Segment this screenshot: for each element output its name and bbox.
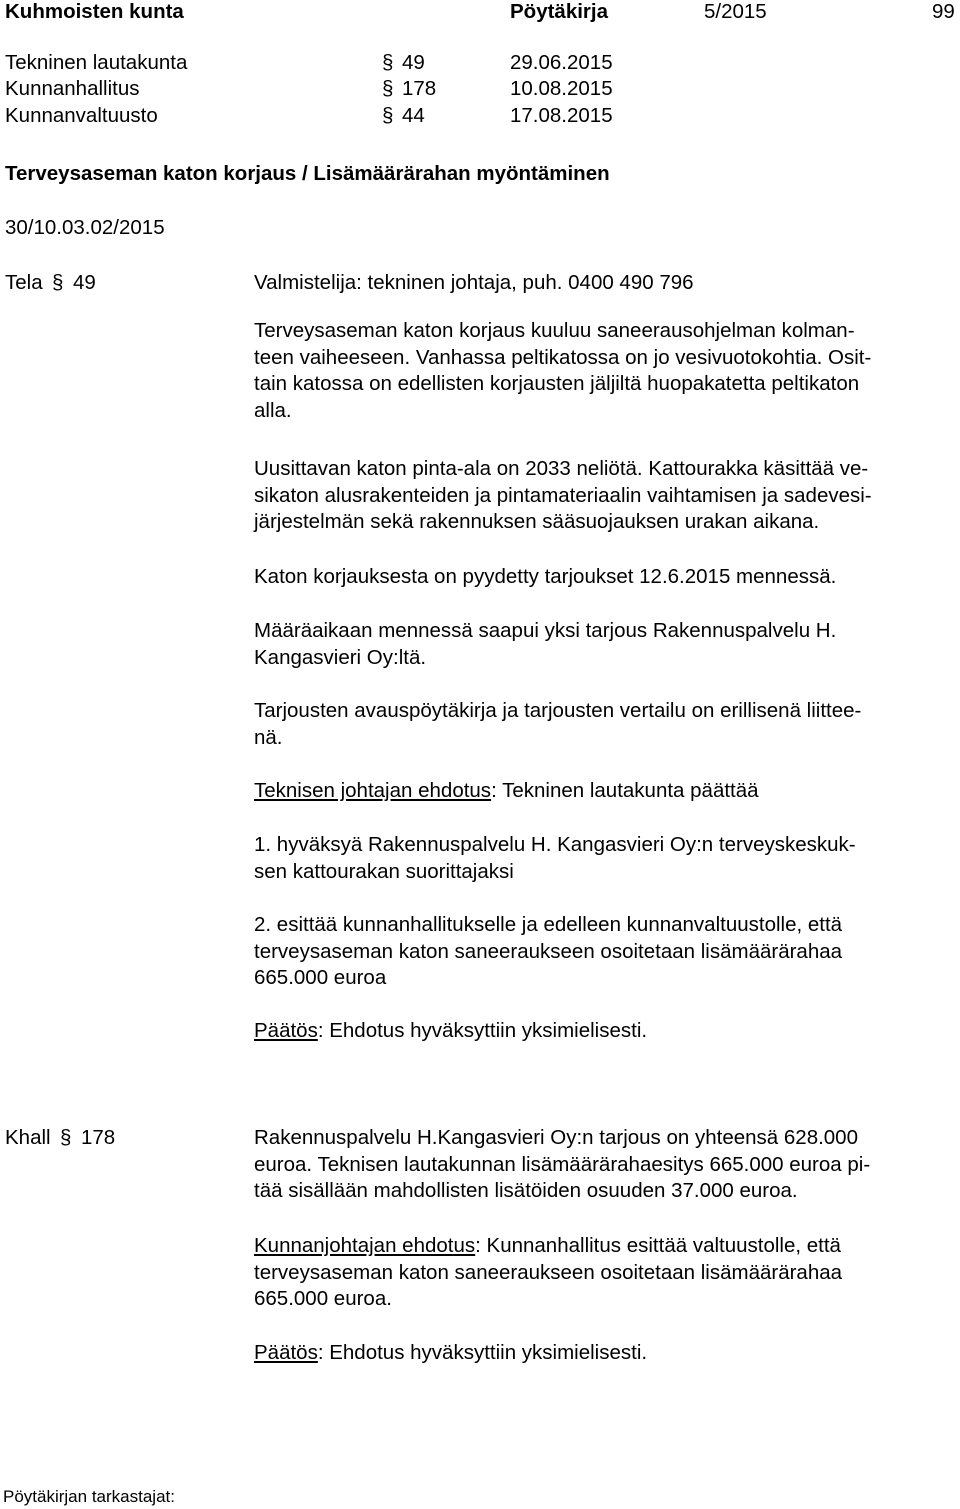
- proposal-item: [254, 912, 954, 992]
- subject-title: Terveysaseman katon korjaus / Lisämäärärahan myöntäminen: [5, 162, 610, 185]
- tela-decision: [254, 1018, 647, 1044]
- decision-label: Päätös: [254, 1019, 318, 1042]
- tela-label: Tela: [5, 271, 43, 294]
- text-line: 1. hyväksyä Rakennuspalvelu H. Kangasvieri Oy:n terveyskeskuk-: [254, 833, 856, 856]
- body-date: 29.06.2015: [510, 51, 613, 74]
- text-line: tää sisällään mahdollisten lisätöiden osuuden 37.000 euroa.: [254, 1179, 798, 1202]
- khall-label: Khall: [5, 1126, 51, 1149]
- text-line: Terveysaseman katon korjaus kuuluu saneerausohjelman kolman-: [254, 319, 855, 342]
- body-date: 10.08.2015: [510, 77, 613, 100]
- body-name: Kunnanvaltuusto: [5, 104, 158, 127]
- text-line: sikaton alusrakenteiden ja pintamateriaalin vaihtamisen ja sadevesi-: [254, 483, 872, 507]
- proposal-text: : Tekninen lautakunta päättää: [491, 779, 759, 802]
- tela-paragraph: [254, 456, 954, 536]
- footer-reviewers-label: Pöytäkirjan tarkastajat:: [3, 1487, 175, 1506]
- tela-paragraph: [254, 564, 954, 591]
- text-line: Kangasvieri Oy:ltä.: [254, 645, 427, 669]
- text-line: 665.000 euroa.: [254, 1287, 392, 1310]
- body-section: 178: [402, 77, 437, 100]
- section-icon: §: [60, 1126, 72, 1149]
- text-line: euroa. Teknisen lautakunnan lisämäärärahaesitys 665.000 euroa pi-: [254, 1152, 871, 1176]
- text-line: Katon korjauksesta on pyydetty tarjoukset 12.6.2015 mennessä.: [254, 565, 837, 588]
- khall-decision: [254, 1340, 647, 1366]
- text-line: 2. esittää kunnanhallitukselle ja edelleen kunnanvaltuustolle, että: [254, 913, 843, 936]
- proposal-text: : Kunnanhallitus esittää valtuustolle, että: [475, 1234, 841, 1257]
- text-line: Määräaikaan mennessä saapui yksi tarjous Rakennuspalvelu H.: [254, 619, 837, 642]
- proposal-label: Teknisen johtajan ehdotus: [254, 779, 492, 802]
- case-id: 30/10.03.02/2015: [5, 216, 165, 239]
- khall-section: 178: [81, 1126, 116, 1149]
- preparer: Valmistelija: tekninen johtaja, puh. 0400 490 796: [254, 271, 694, 294]
- tela-section: 49: [73, 271, 96, 294]
- text-line: Rakennuspalvelu H.Kangasvieri Oy:n tarjous on yhteensä 628.000: [254, 1126, 858, 1149]
- body-section: 49: [402, 51, 425, 74]
- body-name: Kunnanhallitus: [5, 77, 140, 100]
- text-line: terveysaseman katon saneeraukseen osoitetaan lisämäärärahaa: [254, 939, 843, 963]
- body-date: 17.08.2015: [510, 104, 613, 127]
- khall-paragraph: [254, 1125, 954, 1205]
- page-number: 99: [932, 0, 955, 23]
- document-number: 5/2015: [704, 0, 767, 23]
- document-type: Pöytäkirja: [510, 0, 608, 23]
- text-line: terveysaseman katon saneeraukseen osoitetaan lisämäärärahaa: [254, 1260, 843, 1284]
- proposal-label: Kunnanjohtajan ehdotus: [254, 1234, 476, 1257]
- text-line: 665.000 euroa: [254, 966, 387, 989]
- section-icon: §: [382, 51, 394, 74]
- text-line: järjestelmän sekä rakennuksen sääsuojauksen urakan aikana.: [254, 510, 820, 533]
- text-line: sen kattourakan suorittajaksi: [254, 859, 514, 883]
- text-line: [254, 1233, 954, 1260]
- section-icon: §: [382, 104, 394, 127]
- decision-text: : Ehdotus hyväksyttiin yksimielisesti.: [317, 1341, 648, 1364]
- body-name: Tekninen lautakunta: [5, 51, 188, 74]
- text-line: alla.: [254, 398, 292, 422]
- text-line: teen vaiheeseen. Vanhassa peltikatossa on jo vesivuotokohtia. Osit-: [254, 345, 872, 369]
- decision-label: Päätös: [254, 1341, 318, 1364]
- decision-text: : Ehdotus hyväksyttiin yksimielisesti.: [317, 1019, 648, 1042]
- tela-paragraph: [254, 618, 954, 671]
- section-icon: §: [52, 271, 64, 294]
- organization-name: Kuhmoisten kunta: [5, 0, 184, 23]
- text-line: tain katossa on edellisten korjausten jäljiltä huopakatetta peltikaton: [254, 372, 860, 395]
- tela-paragraph: [254, 318, 954, 424]
- text-line: Tarjousten avauspöytäkirja ja tarjousten vertailu on erillisenä liittee-: [254, 699, 862, 722]
- khall-proposal: [254, 1233, 954, 1313]
- tela-proposal: [254, 778, 759, 804]
- text-line: Uusittavan katon pinta-ala on 2033 neliötä. Kattourakka käsittää ve-: [254, 457, 869, 480]
- tela-paragraph: [254, 698, 954, 751]
- body-section: 44: [402, 104, 425, 127]
- section-icon: §: [382, 77, 394, 100]
- proposal-item: [254, 832, 954, 885]
- text-line: nä.: [254, 725, 283, 749]
